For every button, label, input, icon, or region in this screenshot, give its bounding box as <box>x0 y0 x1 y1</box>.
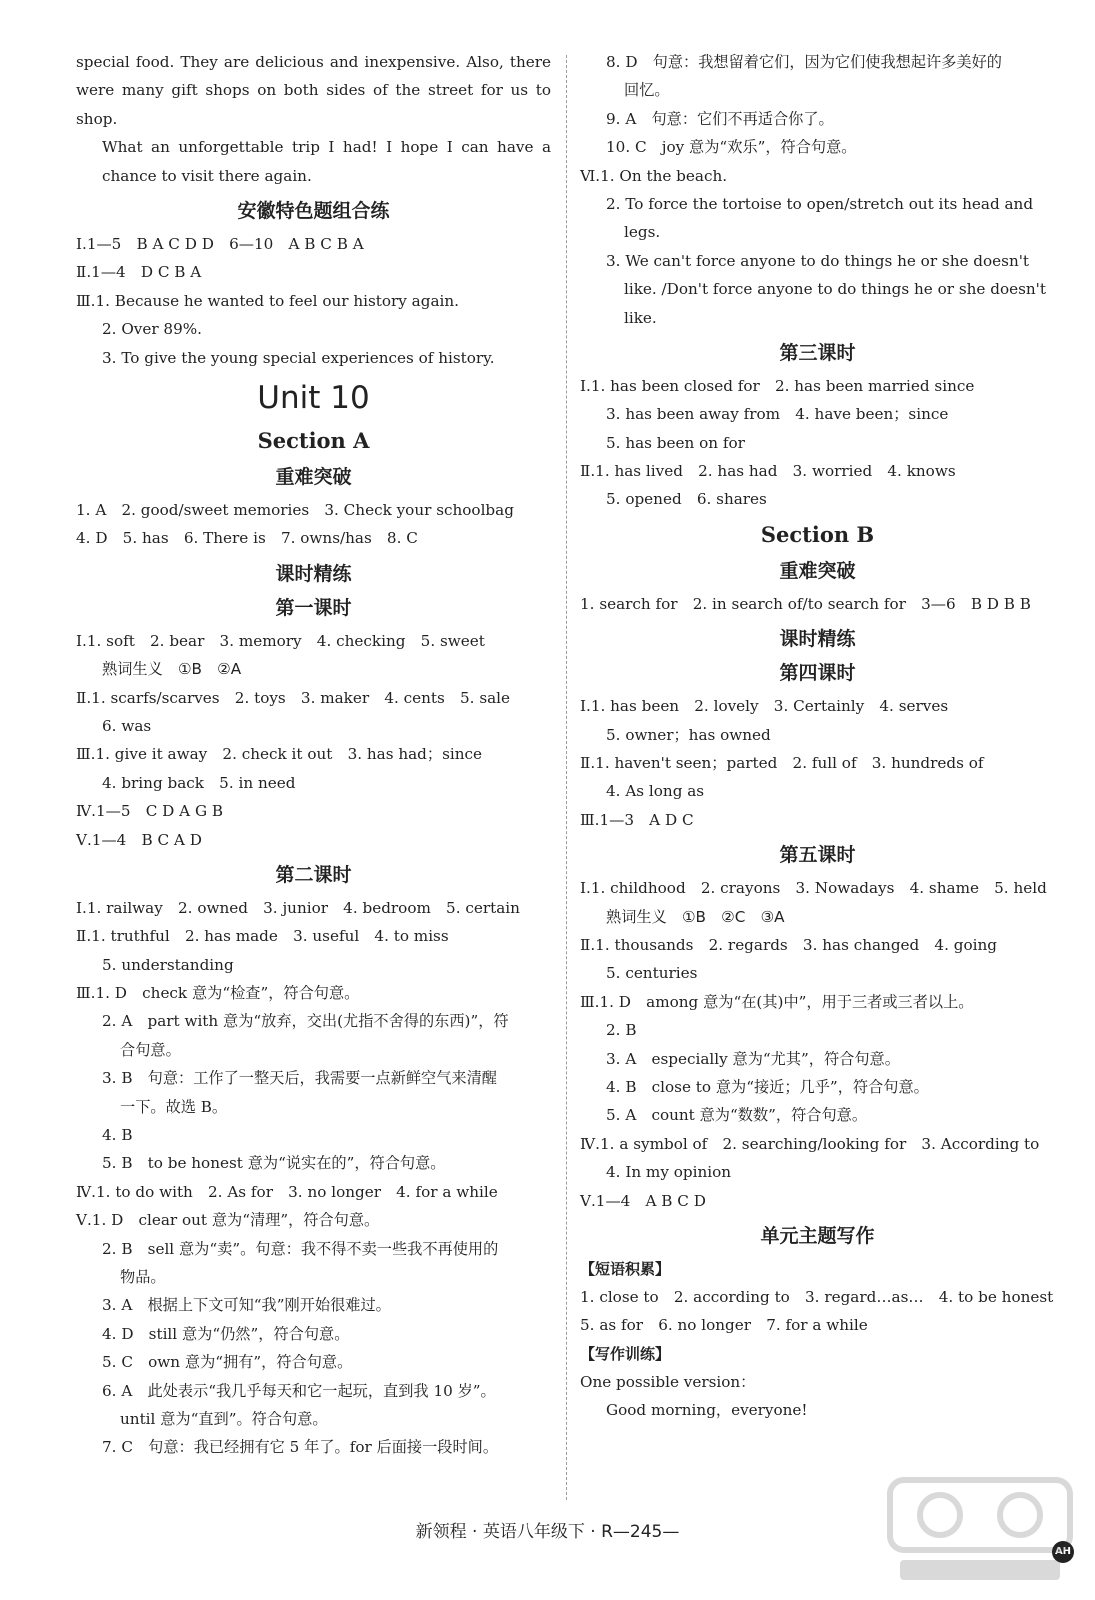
answer-line: 5. owner；has owned <box>606 725 771 744</box>
answer-line: 7. C 句意：我已经拥有它 5 年了。for 后面接一段时间。 <box>102 1438 499 1457</box>
answer-line: 4. As long as <box>606 782 705 801</box>
answer-line: 4. B <box>102 1126 133 1145</box>
answer-line: 4. In my opinion <box>606 1163 732 1182</box>
answer-line: 回忆。 <box>624 81 670 100</box>
answer-line: Ⅴ.1—4 B C A D <box>76 830 202 849</box>
answer-line: Ⅲ.1. D among 意为“在(其)中”，用于三者或三者以上。 <box>580 992 974 1011</box>
answer-line: 3. A especially 意为“尤其”，符合句意。 <box>606 1049 900 1068</box>
answer-line: 一下。故选 B。 <box>120 1097 228 1116</box>
answer-line: 5. C own 意为“拥有”，符合句意。 <box>102 1353 353 1372</box>
answer-line: Ⅱ.1. thousands 2. regards 3. has changed 4. going <box>580 935 997 954</box>
heading-key-points-b: 重难突破 <box>779 559 856 582</box>
answer-line: legs. <box>624 223 661 242</box>
right-column <box>580 48 1055 1424</box>
answer-line: 5. has been on for <box>606 433 745 452</box>
answer-line: 4. D 5. has 6. There is 7. owns/has 8. C <box>76 529 418 548</box>
answer-line: 2. Over 89%. <box>102 320 203 339</box>
column-divider <box>566 55 567 1500</box>
answer-line: Ⅳ.1—5 C D A G B <box>76 802 224 821</box>
answer-line: Ⅱ.1. truthful 2. has made 3. useful 4. to miss <box>76 927 449 946</box>
answer-line: Ⅳ.1. a symbol of 2. searching/looking for 3. According to <box>580 1134 1040 1153</box>
answer-line: 4. bring back 5. in need <box>102 773 296 792</box>
intro-paragraph-1: special food. They are delicious and inexpensive. Also, there were many gift shops on both sides of the street for us to shop. <box>76 53 551 128</box>
answer-line: Ⅱ.1. haven't seen；parted 2. full of 3. hundreds of <box>580 754 984 773</box>
heading-lesson-2: 第二课时 <box>275 863 352 886</box>
answer-line: 8. D 句意：我想留着它们，因为它们使我想起许多美好的 <box>606 53 1002 71</box>
answer-line: 6. was <box>102 716 152 735</box>
heading-anhui-practice: 安徽特色题组合练 <box>237 200 390 223</box>
answer-line: Ⅱ.1. scarfs/scarves 2. toys 3. maker 4. cents 5. sale <box>76 688 511 707</box>
answer-line: 4. D still 意为“仍然”，符合句意。 <box>102 1324 350 1343</box>
answer-line: Ⅲ.1. Because he wanted to feel our history again. <box>76 291 459 310</box>
answer-line: 1. search for 2. in search of/to search for 3—6 B D B B <box>580 594 1031 613</box>
left-column <box>76 48 551 1462</box>
heading-unit-writing: 单元主题写作 <box>760 1224 875 1247</box>
answer-line: Ⅰ.1. childhood 2. crayons 3. Nowadays 4. shame 5. held <box>580 879 1047 898</box>
heading-lesson-practice-b: 课时精练 <box>779 628 856 651</box>
answer-line: Ⅳ.1. to do with 2. As for 3. no longer 4. for a while <box>76 1182 498 1201</box>
answer-line: 2. A part with 意为“放弃，交出(尤指不舍得的东西)”，符 <box>102 1012 509 1031</box>
answer-line: 熟词生义 ①B ②C ③A <box>606 907 785 926</box>
answer-line: Ⅰ.1—5 B A C D D 6—10 A B C B A <box>76 235 364 254</box>
answer-line: 4. B close to 意为“接近；几乎”，符合句意。 <box>606 1077 929 1096</box>
page-footer: 新领程 · 英语八年级下 · R—245— <box>415 1522 680 1542</box>
answer-line: 6. A 此处表示“我几乎每天和它一起玩，直到我 10 岁”。 <box>102 1381 496 1400</box>
answer-line: Ⅲ.1. D check 意为“检查”，符合句意。 <box>76 984 360 1003</box>
answer-line: 合句意。 <box>120 1040 181 1059</box>
answer-line: 9. A 句意：它们不再适合你了。 <box>606 109 834 128</box>
answer-line: Ⅲ.1—3 A D C <box>580 810 694 829</box>
answer-line: 5. opened 6. shares <box>606 490 767 509</box>
answer-line: 物品。 <box>120 1267 166 1286</box>
section-b-title: Section B <box>760 521 875 547</box>
answer-line: 1. close to 2. according to 3. regard…as… 4. to be honest <box>580 1287 1054 1306</box>
heading-lesson-1: 第一课时 <box>275 596 352 619</box>
answer-line: Ⅰ.1. has been closed for 2. has been married since <box>580 376 975 395</box>
answer-line: Ⅰ.1. has been 2. lovely 3. Certainly 4. serves <box>580 697 949 716</box>
intro-paragraph-2: What an unforgettable trip I had! I hope I can have a chance to visit there again. <box>102 138 551 185</box>
answer-line: until 意为“直到”。符合句意。 <box>120 1409 328 1428</box>
answer-line: Ⅲ.1. give it away 2. check it out 3. has had；since <box>76 745 483 764</box>
section-a-title: Section A <box>257 427 370 453</box>
answer-line: 5. B to be honest 意为“说实在的”，符合句意。 <box>102 1154 446 1173</box>
heading-lesson-3: 第三课时 <box>779 341 856 364</box>
answer-line: 5. as for 6. no longer 7. for a while <box>580 1316 868 1335</box>
tag-writing-training: 【写作训练】 <box>580 1344 671 1363</box>
heading-lesson-practice: 课时精练 <box>275 562 352 585</box>
tag-phrase-accumulation: 【短语积累】 <box>580 1259 671 1278</box>
answer-line: 5. understanding <box>102 955 234 974</box>
heading-lesson-5: 第五课时 <box>779 844 856 867</box>
answer-line: Good morning，everyone! <box>606 1401 808 1420</box>
answer-line: 2. B sell 意为“卖”。句意：我不得不卖一些我不再使用的 <box>102 1239 499 1258</box>
answer-line: Ⅴ.1. D clear out 意为“清理”，符合句意。 <box>76 1211 380 1230</box>
answer-line: 5. centuries <box>606 964 698 983</box>
answer-line: like. /Don't force anyone to do things he or she doesn't <box>624 280 1046 299</box>
answer-line: like. <box>624 308 657 327</box>
answer-line: 10. C joy 意为“欢乐”，符合句意。 <box>606 138 857 157</box>
region-badge: AH <box>1052 1541 1074 1563</box>
answer-line: Ⅱ.1. has lived 2. has had 3. worried 4. knows <box>580 462 956 481</box>
answer-line: 3. B 句意：工作了一整天后，我需要一点新鲜空气来清醒 <box>102 1069 497 1088</box>
answer-line: 2. To force the tortoise to open/stretch out its head and <box>606 194 1034 213</box>
answer-line: 2. B <box>606 1021 637 1040</box>
unit-title: Unit 10 <box>257 379 370 416</box>
answer-line: Ⅱ.1—4 D C B A <box>76 263 202 282</box>
answer-line: Ⅰ.1. soft 2. bear 3. memory 4. checking 5. sweet <box>76 631 485 650</box>
answer-line: 熟词生义 ①B ②A <box>102 660 242 679</box>
heading-key-points: 重难突破 <box>275 465 352 488</box>
answer-line: 3. has been away from 4. have been；since <box>606 405 949 424</box>
answer-line: 5. A count 意为“数数”，符合句意。 <box>606 1106 868 1125</box>
answer-line: 3. To give the young special experiences of history. <box>102 348 495 367</box>
answer-line: Ⅰ.1. railway 2. owned 3. junior 4. bedroom 5. certain <box>76 898 520 917</box>
answer-line: Ⅴ.1—4 A B C D <box>580 1191 706 1210</box>
watermark-logo <box>880 1470 1080 1590</box>
heading-lesson-4: 第四课时 <box>779 662 856 685</box>
answer-line: 3. A 根据上下文可知“我”刚开始很难过。 <box>102 1296 391 1315</box>
answer-line: 3. We can't force anyone to do things he or she doesn't <box>606 251 1030 270</box>
answer-line: One possible version： <box>580 1372 756 1391</box>
answer-line: Ⅵ.1. On the beach. <box>580 166 728 185</box>
answer-line: 1. A 2. good/sweet memories 3. Check your schoolbag <box>76 500 514 519</box>
